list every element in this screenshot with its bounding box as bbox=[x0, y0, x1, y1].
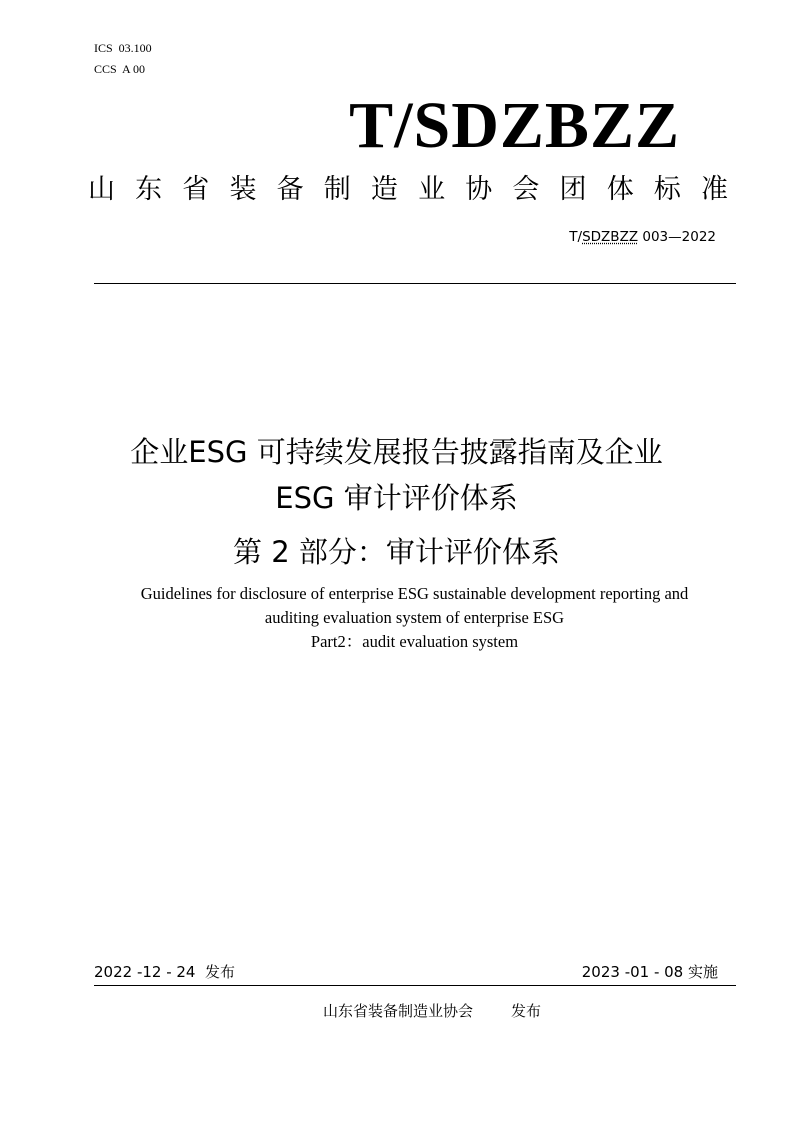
standard-number-suffix: 003—2022 bbox=[638, 229, 716, 245]
top-divider bbox=[94, 283, 736, 284]
bottom-divider bbox=[94, 985, 736, 986]
ccs-code: CCS A 00 bbox=[94, 62, 146, 76]
standard-number-prefix: T/ bbox=[569, 229, 583, 245]
title-en-line-2: auditing evaluation system of enterprise ESG bbox=[264, 608, 565, 627]
title-cn-line-2: ESG 审计评价体系 bbox=[275, 481, 518, 515]
title-en-line-3: Part2：audit evaluation system bbox=[310, 632, 519, 651]
ics-code: ICS 03.100 bbox=[94, 41, 152, 55]
issue-date: 2022 -12 - 24 发布 bbox=[94, 963, 236, 981]
publisher-name: 山东省装备制造业协会 bbox=[323, 1002, 474, 1020]
publish-label: 发布 bbox=[511, 1002, 542, 1020]
standard-number-code: SDZBZZ bbox=[582, 229, 639, 245]
title-en-line-1: Guidelines for disclosure of enterprise ESG sustainable development reporting and bbox=[140, 584, 689, 603]
standard-code-heading: T/SDZBZZ bbox=[349, 89, 680, 162]
title-cn-line-1: 企业ESG 可持续发展报告披露指南及企业 bbox=[130, 435, 663, 469]
implementation-date: 2023 -01 - 08 实施 bbox=[581, 963, 718, 981]
standard-number bbox=[569, 228, 716, 246]
organization-standard-title: 山东省装备制造业协会团体标准 bbox=[88, 174, 728, 205]
publisher-line bbox=[323, 1001, 541, 1021]
title-cn-line-3: 第 2 部分：审计评价体系 bbox=[233, 535, 560, 569]
